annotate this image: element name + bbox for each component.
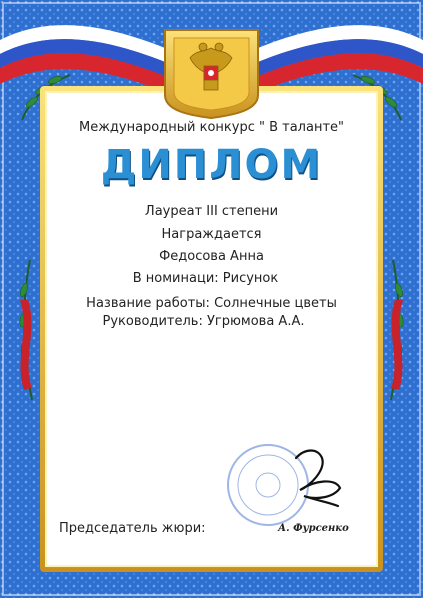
recipient-name: Федосова Анна — [159, 249, 264, 264]
supervisor-line: Руководитель: Угрюмова А.А. — [102, 314, 305, 329]
laureate-line: Лауреат III степени — [144, 204, 279, 219]
contest-name: Международный конкурс " В таланте" — [78, 120, 345, 135]
diploma-title: ДИПЛОМ — [100, 142, 323, 188]
awarded-line: Награждается — [161, 227, 262, 242]
signature-name: А. Фурсенко — [278, 523, 349, 534]
russian-coat-of-arms-icon — [165, 30, 258, 118]
jury-chair-label: Председатель жюри: — [59, 521, 206, 536]
work-title-line: Название работы: Солнечные цветы — [86, 296, 337, 311]
nomination-line: В номинаци: Рисунок — [132, 271, 279, 286]
